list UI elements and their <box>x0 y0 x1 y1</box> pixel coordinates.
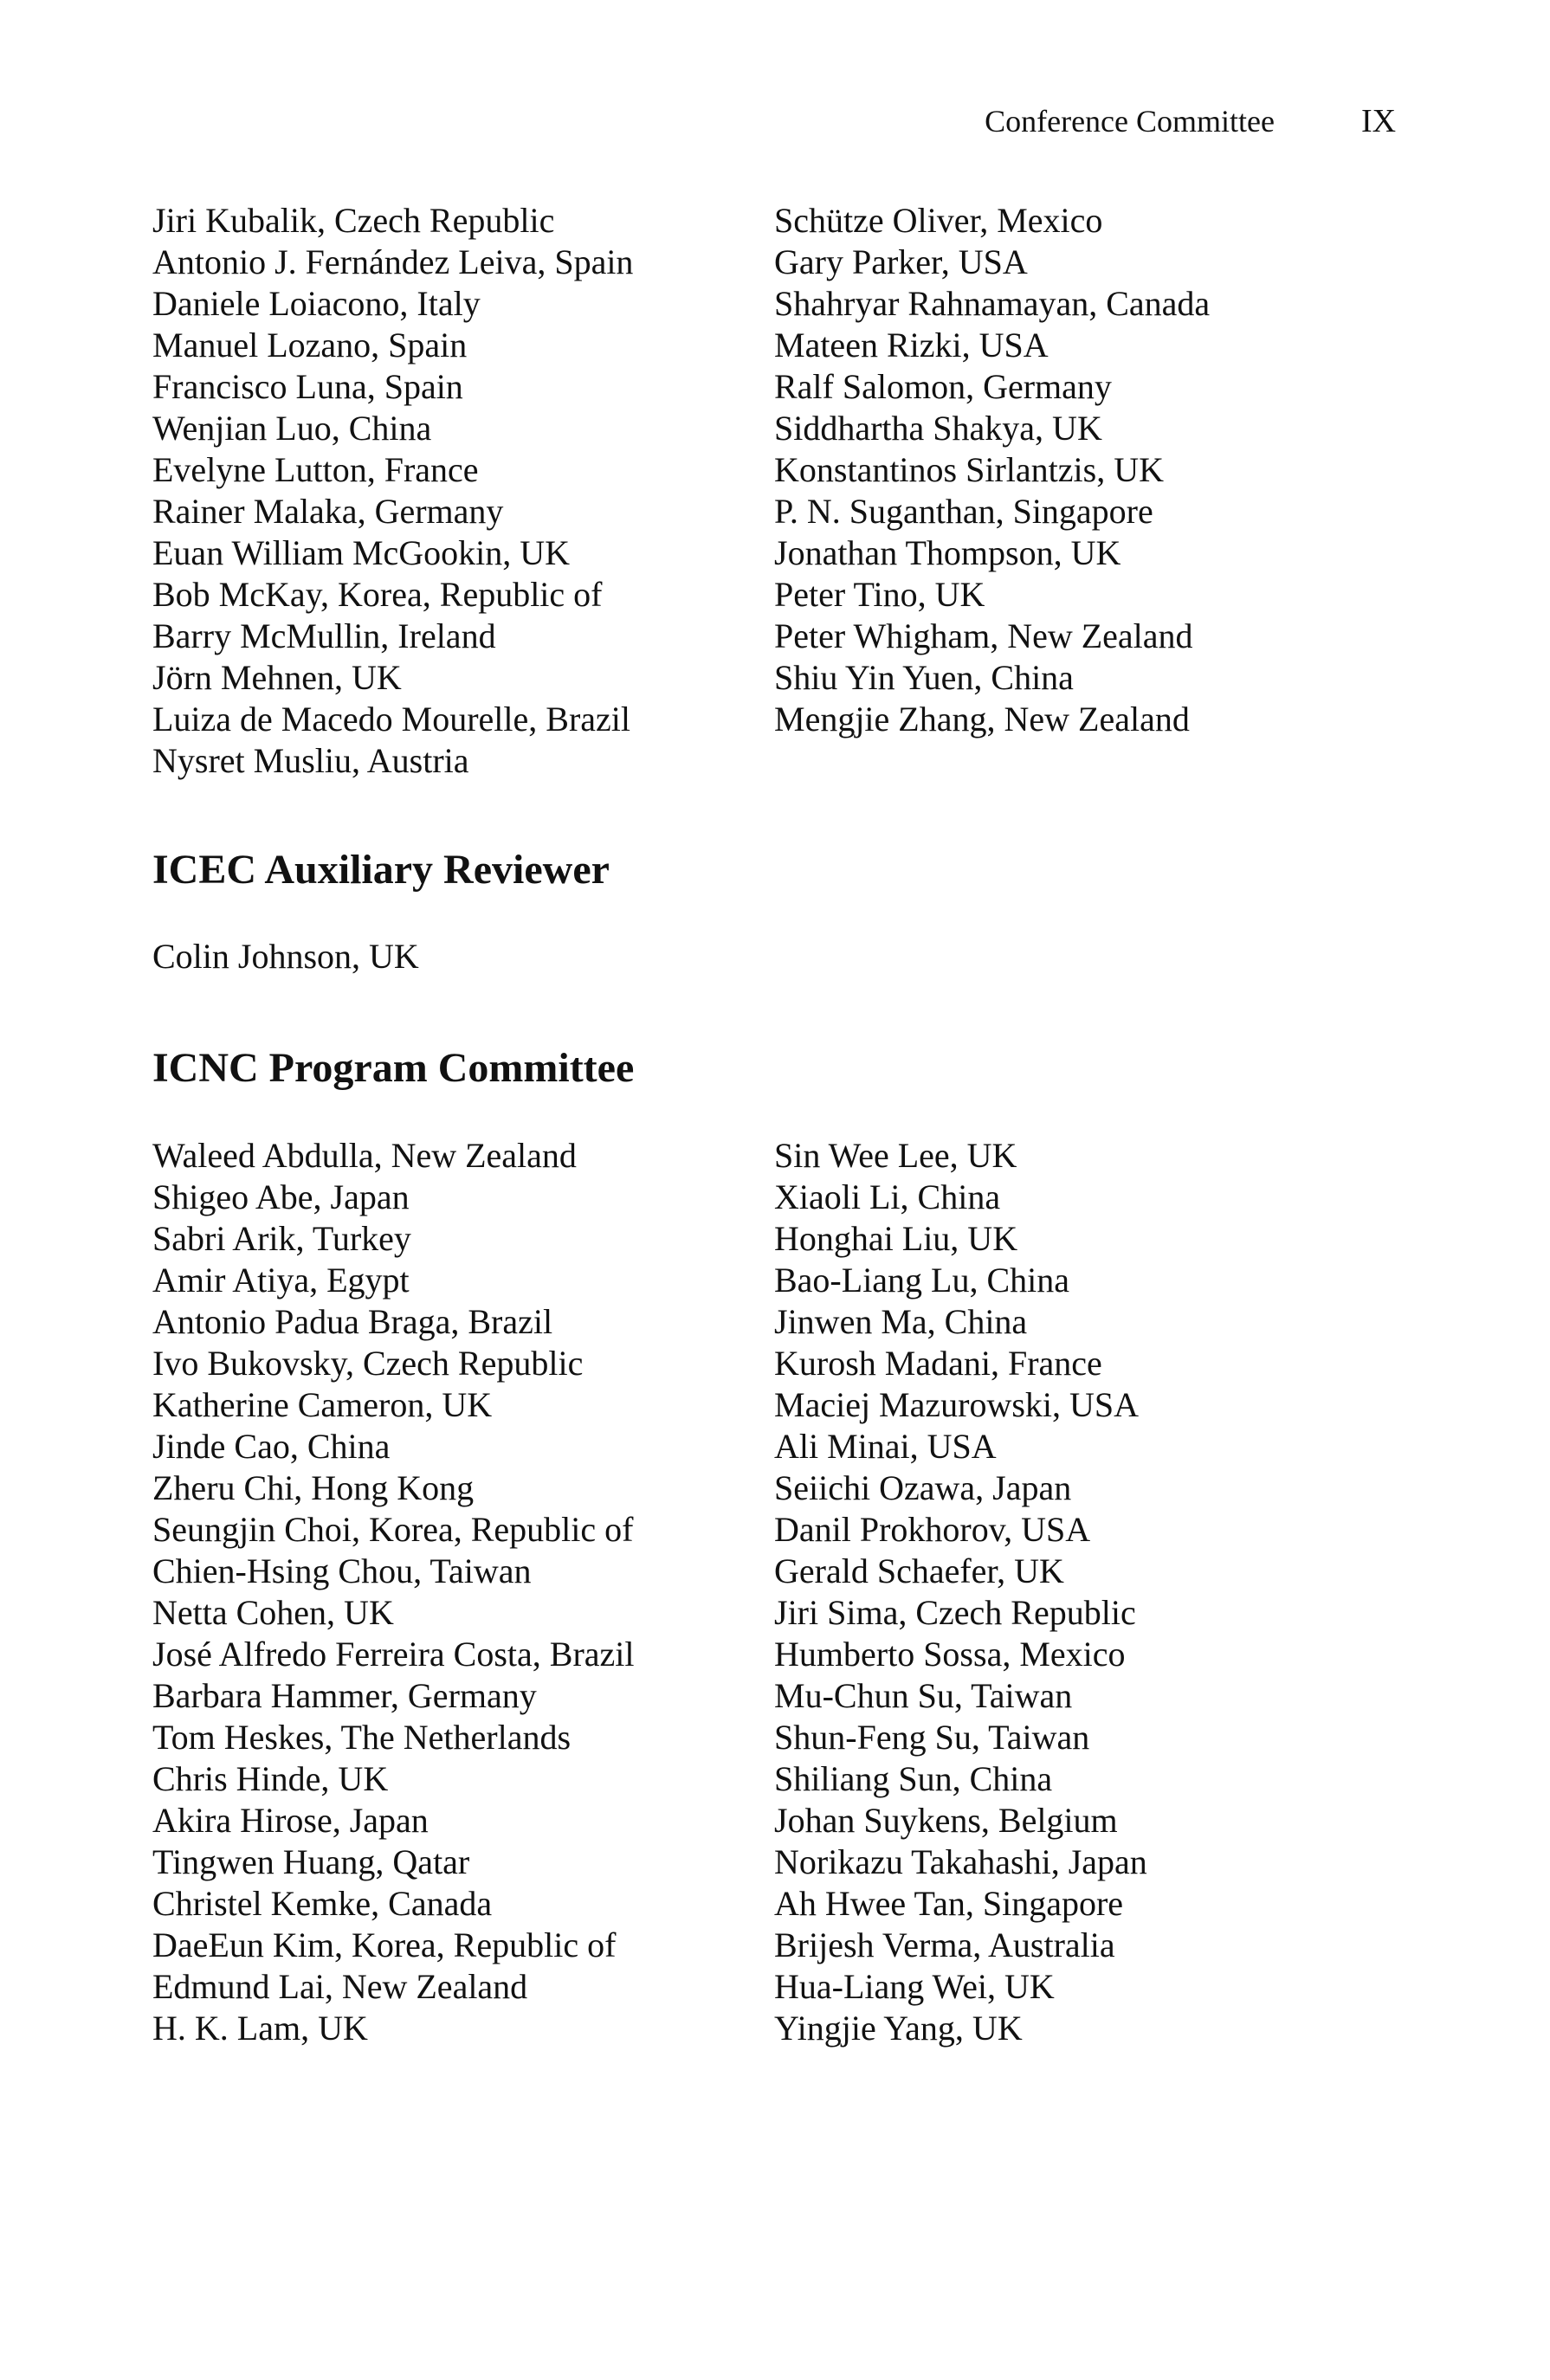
committee-member: Mateen Rizki, USA <box>774 326 1049 364</box>
auxiliary-reviewer-name: Colin Johnson, UK <box>152 937 419 976</box>
committee-member: Humberto Sossa, Mexico <box>774 1635 1126 1674</box>
running-header-title: Conference Committee <box>985 104 1275 139</box>
committee-member: Antonio J. Fernández Leiva, Spain <box>152 242 634 281</box>
committee-member: Honghai Liu, UK <box>774 1219 1018 1258</box>
committee-member: Konstantinos Sirlantzis, UK <box>774 450 1164 489</box>
committee-member: Amir Atiya, Egypt <box>152 1261 410 1300</box>
committee-member: Ivo Bukovsky, Czech Republic <box>152 1344 584 1383</box>
committee-member: Shahryar Rahnamayan, Canada <box>774 284 1211 323</box>
committee-member: Shigeo Abe, Japan <box>152 1177 410 1216</box>
committee-member: P. N. Suganthan, Singapore <box>774 492 1153 531</box>
committee-member: Antonio Padua Braga, Brazil <box>152 1302 553 1341</box>
committee-member: Schütze Oliver, Mexico <box>774 201 1103 240</box>
committee-member: Wenjian Luo, China <box>152 409 432 448</box>
page-number: IX <box>1361 103 1397 139</box>
committee-member: Nysret Musliu, Austria <box>152 741 469 780</box>
committee-member: Siddhartha Shakya, UK <box>774 409 1102 448</box>
committee-member: Mu-Chun Su, Taiwan <box>774 1676 1073 1715</box>
committee-member: Seungjin Choi, Korea, Republic of <box>152 1510 634 1549</box>
committee-member: Shiliang Sun, China <box>774 1759 1053 1798</box>
committee-member: Mengjie Zhang, New Zealand <box>774 700 1190 739</box>
committee-member: Xiaoli Li, China <box>774 1177 1001 1216</box>
committee-member: Shiu Yin Yuen, China <box>774 658 1074 697</box>
committee-member: Ali Minai, USA <box>774 1427 997 1466</box>
committee-member: Ralf Salomon, Germany <box>774 367 1112 406</box>
committee-member: Hua-Liang Wei, UK <box>774 1967 1055 2006</box>
committee-member: Chien-Hsing Chou, Taiwan <box>152 1551 532 1590</box>
committee-member: Gerald Schaefer, UK <box>774 1551 1064 1590</box>
committee-member: Jörn Mehnen, UK <box>152 658 402 697</box>
committee-member: Jonathan Thompson, UK <box>774 533 1121 572</box>
committee-member: Jinwen Ma, China <box>774 1302 1028 1341</box>
committee-member: Shun-Feng Su, Taiwan <box>774 1718 1090 1757</box>
committee-member: Brijesh Verma, Australia <box>774 1925 1115 1964</box>
committee-member: Rainer Malaka, Germany <box>152 492 504 531</box>
committee-member: Tom Heskes, The Netherlands <box>152 1718 572 1757</box>
committee-member: Kurosh Madani, France <box>774 1344 1102 1383</box>
committee-member: Jiri Sima, Czech Republic <box>774 1593 1136 1632</box>
icnc-program-committee-heading: ICNC Program Committee <box>152 1045 635 1091</box>
committee-member: H. K. Lam, UK <box>152 2009 368 2048</box>
committee-member: Christel Kemke, Canada <box>152 1884 493 1923</box>
committee-member: Evelyne Lutton, France <box>152 450 479 489</box>
committee-member: Sabri Arik, Turkey <box>152 1219 411 1258</box>
committee-member: Peter Tino, UK <box>774 575 985 614</box>
committee-member: Maciej Mazurowski, USA <box>774 1385 1140 1424</box>
icnc-committee-left-column <box>152 1135 635 2049</box>
committee-member: Francisco Luna, Spain <box>152 367 463 406</box>
committee-member: Netta Cohen, UK <box>152 1593 394 1632</box>
committee-member: Chris Hinde, UK <box>152 1759 389 1798</box>
committee-member: Manuel Lozano, Spain <box>152 326 468 364</box>
committee-member: Euan William McGookin, UK <box>152 533 571 572</box>
committee-member: Tingwen Huang, Qatar <box>152 1842 470 1881</box>
committee-member: Ah Hwee Tan, Singapore <box>774 1884 1124 1923</box>
icnc-committee-right-column <box>774 1135 1147 2049</box>
committee-member: Johan Suykens, Belgium <box>774 1801 1118 1840</box>
running-header <box>0 97 1550 145</box>
committee-member: Katherine Cameron, UK <box>152 1385 493 1424</box>
committee-member: Edmund Lai, New Zealand <box>152 1967 528 2006</box>
committee-member: Barbara Hammer, Germany <box>152 1676 537 1715</box>
committee-member: Jinde Cao, China <box>152 1427 391 1466</box>
committee-member: Seiichi Ozawa, Japan <box>774 1468 1072 1507</box>
committee-member: Bob McKay, Korea, Republic of <box>152 575 603 614</box>
committee-member: Danil Prokhorov, USA <box>774 1510 1091 1549</box>
committee-member: Norikazu Takahashi, Japan <box>774 1842 1147 1881</box>
committee-member: Sin Wee Lee, UK <box>774 1136 1017 1175</box>
icec-committee-right-column <box>774 200 1210 740</box>
icec-auxiliary-reviewer-heading: ICEC Auxiliary Reviewer <box>152 847 610 893</box>
committee-member: Zheru Chi, Hong Kong <box>152 1468 475 1507</box>
committee-member: Peter Whigham, New Zealand <box>774 616 1193 655</box>
committee-member: Jiri Kubalik, Czech Republic <box>152 201 555 240</box>
committee-member: Luiza de Macedo Mourelle, Brazil <box>152 700 630 739</box>
committee-member: Gary Parker, USA <box>774 242 1028 281</box>
committee-member: Bao-Liang Lu, China <box>774 1261 1070 1300</box>
committee-member: José Alfredo Ferreira Costa, Brazil <box>152 1635 635 1674</box>
committee-member: Daniele Loiacono, Italy <box>152 284 481 323</box>
committee-member: Waleed Abdulla, New Zealand <box>152 1136 577 1175</box>
committee-member: Barry McMullin, Ireland <box>152 616 496 655</box>
committee-member: DaeEun Kim, Korea, Republic of <box>152 1925 617 1964</box>
icec-committee-left-column <box>152 200 633 782</box>
committee-member: Yingjie Yang, UK <box>774 2009 1023 2048</box>
committee-member: Akira Hirose, Japan <box>152 1801 429 1840</box>
